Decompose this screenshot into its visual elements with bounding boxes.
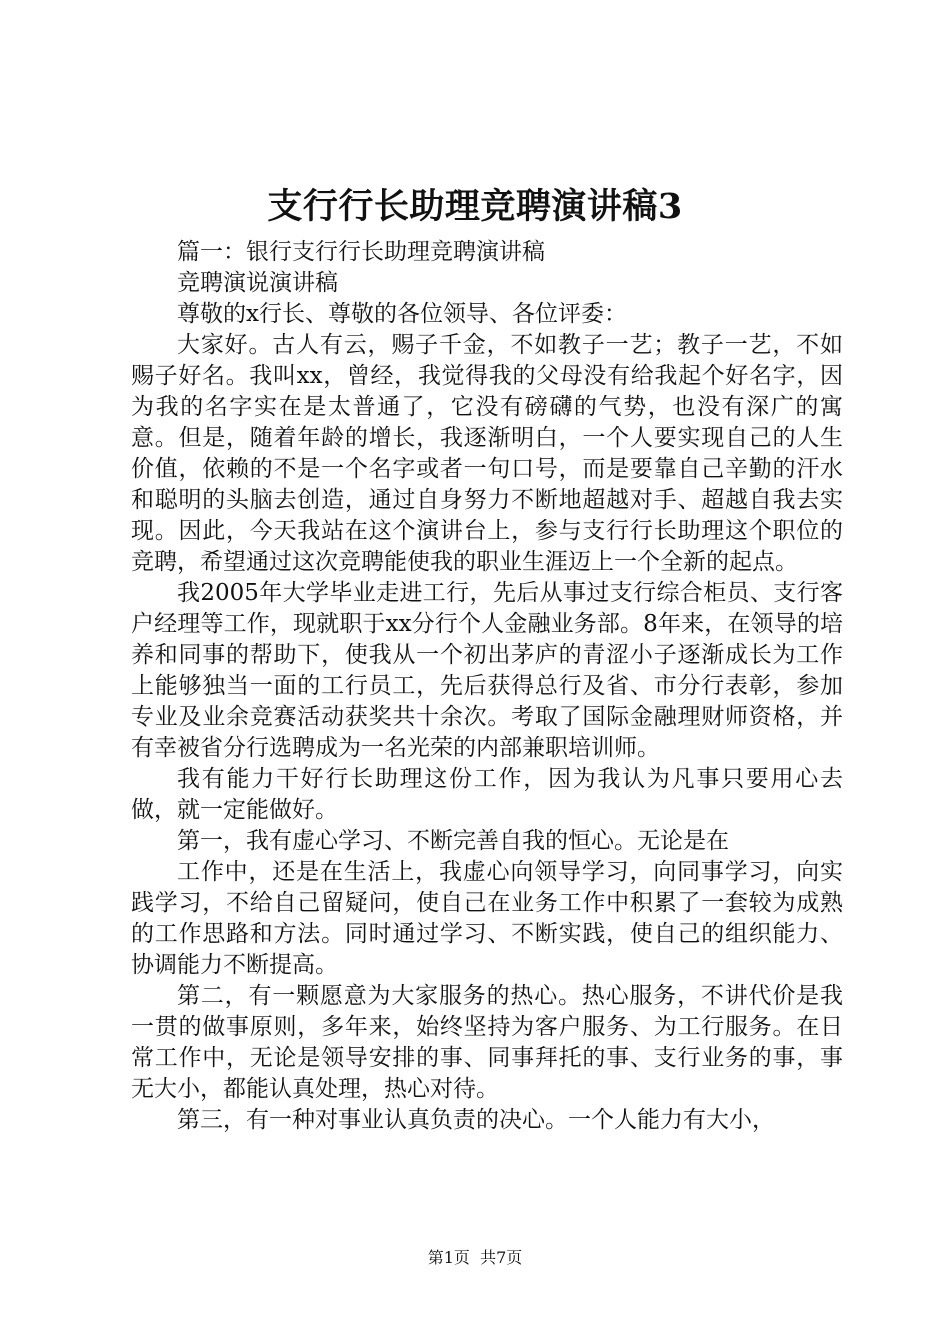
paragraph-4: 大家好。古人有云，赐子千金，不如教子一艺；教子一艺，不如赐子好名。我叫xx，曾经，我觉得我的父母没有给我起个好名字，因为我的名字实在是太普通了，它没有磅礴的气势，也没有深广的寓意。但是，随着年龄的增长，我逐渐明白，一个人要实现自己的人生价值，依赖的不是一个名字或者一句口号，而是要靠自己辛勤的汗水和聪明的头脑去创造，通过自身努力不断地超越对手、超越自我去实现。因此，今天我站在这个演讲台上，参与支行行长助理这个职位的竞聘，希望通过这次竞聘能使我的职业生涯迈上一个全新的起点。 xyxy=(131,332,843,575)
document-body xyxy=(131,237,843,1136)
document-title: 支行行长助理竞聘演讲稿3 xyxy=(267,186,683,227)
paragraph-6: 我有能力干好行长助理这份工作，因为我认为凡事只要用心去做，就一定能做好。 xyxy=(131,766,843,823)
paragraph-1: 篇一：银行支行行长助理竞聘演讲稿 xyxy=(177,239,545,265)
paragraph-7: 第一，我有虚心学习、不断完善自我的恒心。无论是在 xyxy=(177,828,729,854)
paragraph-10: 第三，有一种对事业认真负责的决心。一个人能力有大小， xyxy=(177,1107,775,1133)
paragraph-8: 工作中，还是在生活上，我虚心向领导学习，向同事学习，向实践学习，不给自己留疑问，使自己在业务工作中积累了一套较为成熟的工作思路和方法。同时通过学习、不断实践，使自己的组织能力、协调能力不断提高。 xyxy=(131,859,843,978)
paragraph-9: 第二，有一颗愿意为大家服务的热心。热心服务，不讲代价是我一贯的做事原则，多年来，始终坚持为客户服务、为工行服务。在日常工作中，无论是领导安排的事、同事拜托的事、支行业务的事，事无大小，都能认真处理，热心对待。 xyxy=(131,983,843,1102)
paragraph-3: 尊敬的x行长、尊敬的各位领导、各位评委： xyxy=(177,301,627,327)
paragraph-5: 我2005年大学毕业走进工行，先后从事过支行综合柜员、支行客户经理等工作，现就职于xx分行个人金融业务部。8年来，在领导的培养和同事的帮助下，使我从一个初出茅庐的青涩小子逐渐成长为工作上能够独当一面的工行员工，先后获得总行及省、市分行表彰，参加专业及业余竞赛活动获奖共十余次。考取了国际金融理财师资格，并有幸被省分行选聘成为一名光荣的内部兼职培训师。 xyxy=(131,580,843,761)
paragraph-2: 竞聘演说演讲稿 xyxy=(177,270,338,296)
page-number-footer: 第1页 共7页 xyxy=(427,1248,523,1267)
